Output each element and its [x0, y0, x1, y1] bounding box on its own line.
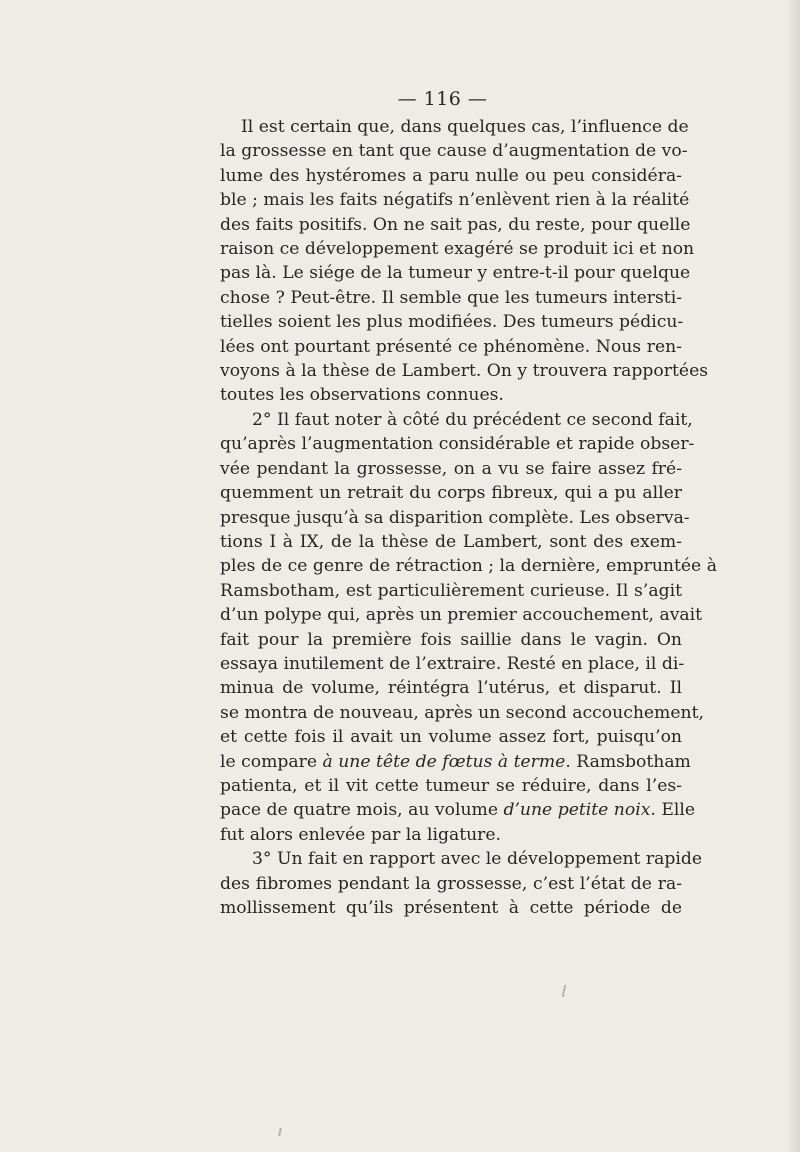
text-line: Ramsbotham, est particulièrement curieuse. Il s’agit: [220, 580, 682, 601]
text-line: ples de ce genre de rétraction ; la dernière, empruntée à: [220, 556, 717, 577]
text-line: fait pour la première fois saillie dans le vagin. On: [220, 629, 682, 650]
text-line: ble ; mais les faits négatifs n’enlèvent rien à la réalité: [220, 190, 690, 211]
text-line: la grossesse en tant que cause d’augmentation de vo-: [220, 141, 688, 162]
paragraph-1: [220, 115, 709, 408]
text-line: raison ce développement exagéré se produit ici et non: [220, 239, 695, 260]
text-fragment: pace de quatre mois, au volume: [220, 800, 504, 821]
text-line: se montra de nouveau, après un second accouchement,: [220, 702, 704, 723]
text-line: mollissement qu’ils présentent à cette période de: [220, 898, 682, 918]
text-fragment: . Elle: [650, 800, 696, 821]
page-edge-shadow: [786, 0, 800, 1152]
text-line: des faits positifs. On ne sait pas, du reste, pour quelle: [220, 214, 691, 235]
text-line: presque jusqu’à sa disparition complète. Les observa-: [220, 507, 690, 528]
italic-fragment: d’une petite noix: [503, 800, 651, 821]
text-line: tielles soient les plus modifiées. Des tumeurs pédicu-: [220, 312, 684, 333]
text-line: Il est certain que, dans quelques cas, l’influence de: [241, 117, 689, 137]
text-fragment: le compare: [220, 751, 323, 772]
text-line: qu’après l’augmentation considérable et rapide obser-: [220, 434, 695, 455]
text-line: toutes les observations connues.: [220, 385, 504, 406]
text-line: quemment un retrait du corps fibreux, qui a pu aller: [220, 483, 682, 504]
text-line: tions I à IX, de la thèse de Lambert, sont des exem-: [220, 531, 682, 552]
paragraph-3: [220, 847, 703, 920]
text-line: lées ont pourtant présenté ce phénomène. Nous ren-: [220, 336, 682, 357]
text-line: 2° Il faut noter à côté du précédent ce second fait,: [252, 409, 693, 430]
text-line: 3° Un fait en rapport avec le développement rapide: [252, 849, 703, 870]
text-line: et cette fois il avait un volume assez fort, puisqu’on: [220, 727, 682, 748]
paper-speck: [562, 985, 566, 997]
body-text: [220, 115, 717, 920]
text-line: chose ? Peut-être. Il semble que les tumeurs intersti-: [220, 287, 682, 308]
text-line: voyons à la thèse de Lambert. On y trouvera rapportées: [220, 361, 709, 382]
text-line: d’un polype qui, après un premier accouchement, avait: [220, 605, 703, 626]
text-line: minua de volume, réintégra l’utérus, et disparut. Il: [220, 678, 682, 699]
text-line: pas là. Le siége de la tumeur y entre-t-il pour quelque: [220, 263, 691, 284]
text-line: patienta, et il vit cette tumeur se réduire, dans l’es-: [220, 775, 682, 796]
text-line: des fibromes pendant la grossesse, c’est l’état de ra-: [220, 873, 682, 894]
text-line-with-italic: [220, 750, 691, 774]
text-line: fut alors enlevée par la ligature.: [220, 824, 502, 845]
paper-speck: [278, 1128, 282, 1136]
text-line: essaya inutilement de l’extraire. Resté en place, il di-: [220, 653, 685, 674]
text-line: lume des hystéromes a paru nulle ou peu considéra-: [220, 165, 682, 186]
text-fragment: . Ramsbotham: [565, 751, 691, 772]
paragraph-2: [220, 408, 717, 847]
text-line: vée pendant la grossesse, on a vu se faire assez fré-: [220, 458, 682, 479]
text-line-with-italic: [220, 798, 696, 822]
page-number: — 116 —: [397, 88, 488, 110]
italic-fragment: à une tête de fœtus à terme: [322, 751, 566, 772]
